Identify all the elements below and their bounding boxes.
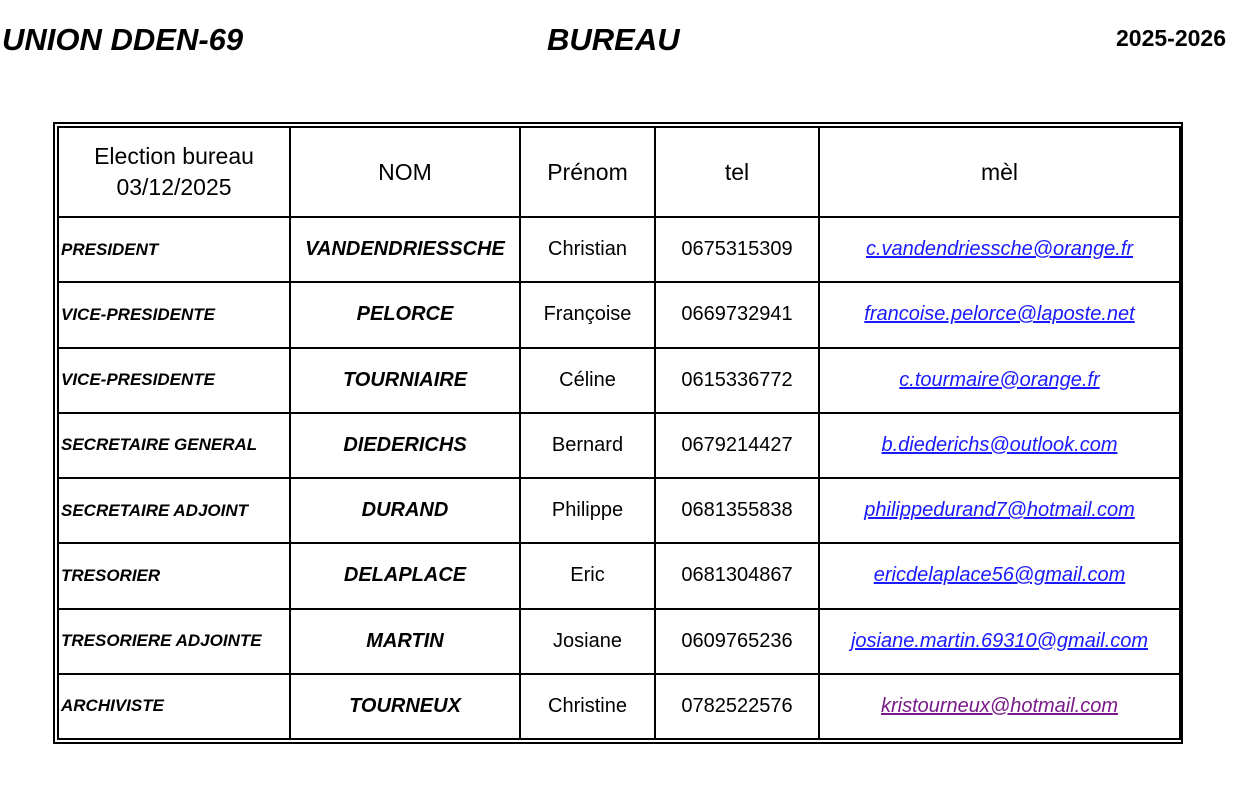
election-label: Election bureau [94,143,254,169]
nom-cell: TOURNIAIRE [290,348,520,413]
nom-cell: DIEDERICHS [290,413,520,478]
mel-cell [819,543,1180,608]
mel-cell [819,413,1180,478]
election-date: 03/12/2025 [116,174,232,200]
nom-cell: PELORCE [290,282,520,347]
table-row [58,217,1180,282]
role-cell: PRESIDENT [58,217,290,282]
mel-cell [819,674,1180,739]
table-row [58,674,1180,739]
email-link[interactable]: kristourneux@hotmail.com [880,694,1119,717]
prenom-cell: Philippe [520,478,655,543]
prenom-cell: Christian [520,217,655,282]
nom-cell: MARTIN [290,609,520,674]
role-cell: SECRETAIRE ADJOINT [58,478,290,543]
nom-cell: DURAND [290,478,520,543]
page-title: BUREAU [547,22,680,57]
email-link[interactable]: ericdelaplace56@gmail.com [873,564,1126,587]
role-cell: VICE-PRESIDENTE [58,282,290,347]
table-row [58,413,1180,478]
email-link[interactable]: c.tourmaire@orange.fr [899,368,1100,391]
nom-cell: TOURNEUX [290,674,520,739]
prenom-cell: Céline [520,348,655,413]
email-link[interactable]: b.diederichs@outlook.com [881,433,1118,456]
column-header-nom: NOM [290,127,520,217]
email-link[interactable]: philippedurand7@hotmail.com [864,499,1135,522]
column-header-election [58,127,290,217]
email-link[interactable]: josiane.martin.69310@gmail.com [850,629,1149,652]
tel-cell: 0675315309 [655,217,819,282]
table-row [58,348,1180,413]
prenom-cell: Eric [520,543,655,608]
bureau-table [57,126,1181,740]
email-link[interactable]: c.vandendriessche@orange.fr [865,238,1134,261]
mel-cell [819,478,1180,543]
role-cell: TRESORIERE ADJOINTE [58,609,290,674]
column-header-tel: tel [655,127,819,217]
nom-cell: DELAPLACE [290,543,520,608]
role-cell: SECRETAIRE GENERAL [58,413,290,478]
nom-cell: VANDENDRIESSCHE [290,217,520,282]
role-cell: ARCHIVISTE [58,674,290,739]
tel-cell: 0679214427 [655,413,819,478]
mel-cell [819,609,1180,674]
prenom-cell: Josiane [520,609,655,674]
column-header-mel: mèl [819,127,1180,217]
role-cell: TRESORIER [58,543,290,608]
table-header-row [58,127,1180,217]
tel-cell: 0609765236 [655,609,819,674]
season-label: 2025-2026 [1116,25,1226,51]
tel-cell: 0615336772 [655,348,819,413]
role-cell: VICE-PRESIDENTE [58,348,290,413]
tel-cell: 0782522576 [655,674,819,739]
mel-cell [819,282,1180,347]
prenom-cell: Françoise [520,282,655,347]
prenom-cell: Bernard [520,413,655,478]
mel-cell [819,348,1180,413]
org-title: UNION DDEN-69 [2,22,244,57]
mel-cell [819,217,1180,282]
table-row [58,543,1180,608]
tel-cell: 0681355838 [655,478,819,543]
table-row [58,282,1180,347]
bureau-table-frame [53,122,1183,744]
table-row [58,478,1180,543]
column-header-prenom: Prénom [520,127,655,217]
tel-cell: 0681304867 [655,543,819,608]
table-row [58,609,1180,674]
prenom-cell: Christine [520,674,655,739]
tel-cell: 0669732941 [655,282,819,347]
email-link[interactable]: francoise.pelorce@laposte.net [864,303,1135,326]
